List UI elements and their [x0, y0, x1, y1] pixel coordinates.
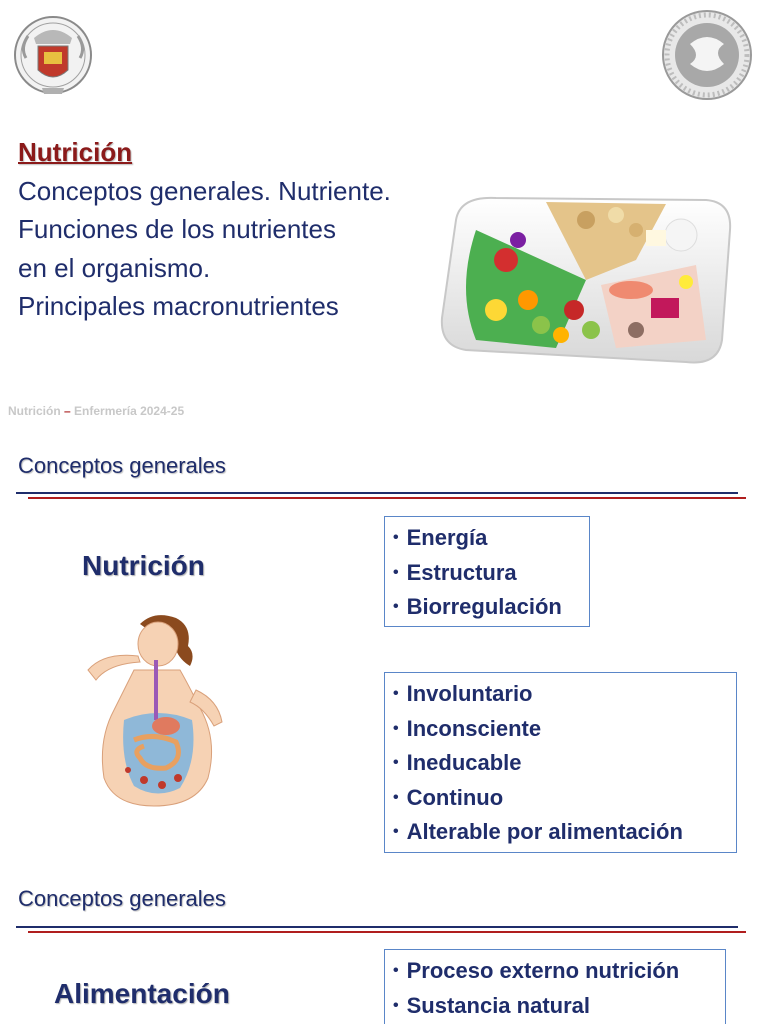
bullet-glyph: • — [393, 598, 399, 615]
bullet-glyph: • — [393, 719, 399, 737]
faculty-seal-icon — [660, 8, 754, 102]
bullet-glyph: • — [393, 754, 399, 771]
subtitle-line-4: Principales macronutrientes — [18, 291, 339, 321]
list-item — [393, 781, 728, 816]
section-title-conceptos: Conceptos generales — [18, 453, 226, 478]
bullet-glyph: • — [393, 962, 399, 979]
function-biorregulacion: Biorregulación — [406, 594, 562, 619]
course-footer — [8, 404, 184, 418]
alim-proceso-externo: Proceso externo nutrición — [406, 958, 680, 983]
bullet-glyph: • — [393, 996, 399, 1014]
subtitle-line-2: Funciones de los nutrientes — [18, 214, 336, 244]
trait-alterable: Alterable por alimentación — [406, 819, 683, 844]
bullet-glyph: • — [393, 788, 399, 806]
term-nutricion: Nutrición — [82, 550, 205, 581]
term-alimentacion: Alimentación — [54, 978, 230, 1009]
trait-continuo: Continuo — [406, 784, 504, 810]
list-item — [393, 521, 581, 556]
header-rule-navy — [16, 492, 738, 494]
bullet-glyph: • — [393, 823, 399, 840]
header-rule-red — [28, 497, 746, 499]
list-item — [393, 712, 728, 747]
bullet-glyph: • — [393, 685, 399, 702]
list-item — [393, 989, 717, 1024]
digestive-system-illustration — [84, 610, 226, 808]
trait-involuntario: Involuntario — [406, 681, 533, 706]
functions-box — [384, 516, 590, 627]
bullet-glyph: • — [393, 563, 399, 581]
university-seal-icon — [12, 8, 94, 102]
food-plate-illustration — [436, 190, 736, 370]
list-item — [393, 746, 728, 781]
alim-sustancia-natural: Sustancia natural — [406, 992, 590, 1018]
subtitle-line-3: en el organismo. — [18, 253, 211, 283]
list-item — [393, 677, 728, 712]
trait-ineducable: Ineducable — [406, 750, 522, 775]
list-item — [393, 590, 581, 625]
header-rule-red-2 — [28, 931, 746, 933]
trait-inconsciente: Inconsciente — [406, 715, 542, 741]
subtitle-line-1: Conceptos generales. Nutriente. — [18, 176, 391, 206]
bullet-glyph: • — [393, 529, 399, 546]
traits-box — [384, 672, 737, 853]
list-item — [393, 954, 717, 989]
footer-left: Nutrición — [8, 404, 61, 418]
function-estructura: Estructura — [406, 559, 517, 585]
list-item — [393, 556, 581, 591]
alimentacion-box — [384, 949, 726, 1024]
title-nutricion: Nutrición — [18, 137, 133, 167]
section-title-conceptos-2: Conceptos generales — [18, 886, 226, 911]
footer-dash: – — [64, 404, 71, 418]
list-item — [393, 815, 728, 850]
header-rule-navy-2 — [16, 926, 738, 928]
function-energia: Energía — [406, 525, 488, 550]
footer-right: Enfermería 2024-25 — [74, 404, 185, 418]
